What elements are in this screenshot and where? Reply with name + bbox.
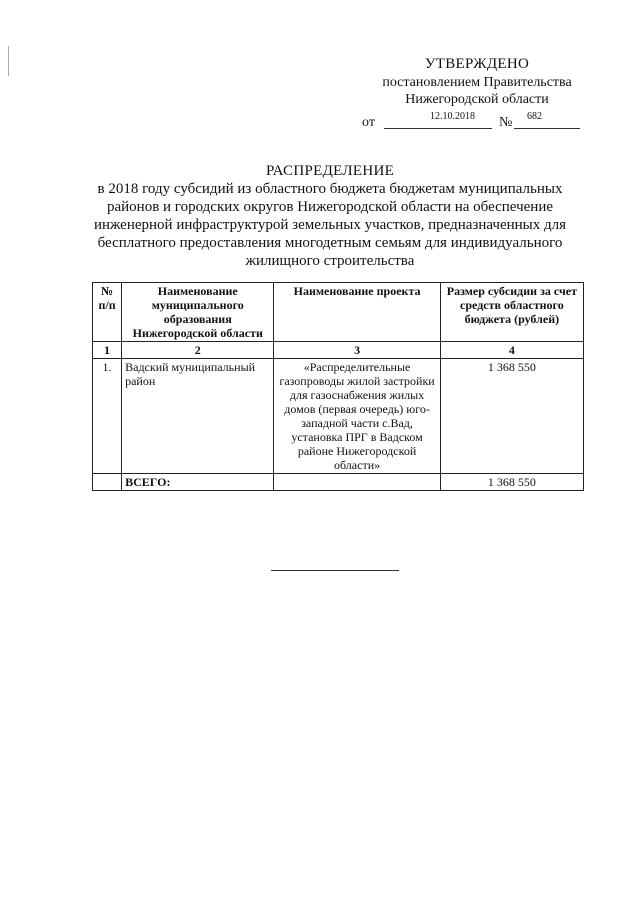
approval-date-row	[362, 110, 592, 132]
approval-title: УТВЕРЖДЕНО	[424, 56, 530, 72]
heading-line-2: районов и городских округов Нижегородской области на обеспечение	[106, 199, 554, 215]
header-municipality: Наименование муниципального образования Нижегородской области	[122, 283, 274, 342]
row-project: «Распределительные газопроводы жилой застройки для газоснабжения жилых домов (первая очередь) юго-западной части с.Вад, установка ПРГ в Вадском районе Нижегородской области»	[274, 359, 440, 474]
heading-line-4: бесплатного предоставления многодетным семьям для индивидуального	[97, 235, 563, 251]
approval-date: 12.10.2018	[430, 111, 475, 122]
total-empty-project	[274, 474, 440, 491]
header-number: № п/п	[93, 283, 122, 342]
number-underline	[514, 128, 580, 129]
date-underline	[384, 128, 492, 129]
table-header-row	[93, 283, 584, 342]
closing-rule	[271, 570, 399, 571]
column-number-4: 4	[440, 342, 583, 359]
document-heading	[70, 162, 590, 270]
approval-number: 682	[527, 111, 542, 122]
heading-line-1: в 2018 году субсидий из областного бюджета бюджетам муниципальных	[97, 181, 563, 197]
scan-margin-mark	[8, 46, 9, 76]
total-amount: 1 368 550	[440, 474, 583, 491]
approval-stamp	[362, 56, 592, 132]
column-number-2: 2	[122, 342, 274, 359]
total-label: ВСЕГО:	[122, 474, 274, 491]
row-municipality: Вадский муниципальный район	[122, 359, 274, 474]
number-label: №	[499, 115, 513, 130]
header-amount: Размер субсидии за счет средств областного бюджета (рублей)	[440, 283, 583, 342]
total-empty-cell	[93, 474, 122, 491]
row-amount: 1 368 550	[440, 359, 583, 474]
header-project: Наименование проекта	[274, 283, 440, 342]
column-number-1: 1	[93, 342, 122, 359]
total-row	[93, 474, 584, 491]
column-number-row	[93, 342, 584, 359]
heading-line-3: инженерной инфраструктурой земельных участков, предназначенных для	[93, 217, 567, 233]
table-row	[93, 359, 584, 474]
heading-line-5: жилищного строительства	[245, 253, 415, 269]
document-title: РАСПРЕДЕЛЕНИЕ	[265, 163, 395, 179]
row-number: 1.	[93, 359, 122, 474]
column-number-3: 3	[274, 342, 440, 359]
approval-line-2: Нижегородской области	[405, 92, 549, 107]
approval-line-1: постановлением Правительства	[382, 75, 572, 90]
from-label: от	[362, 115, 375, 130]
subsidy-table	[92, 282, 584, 491]
